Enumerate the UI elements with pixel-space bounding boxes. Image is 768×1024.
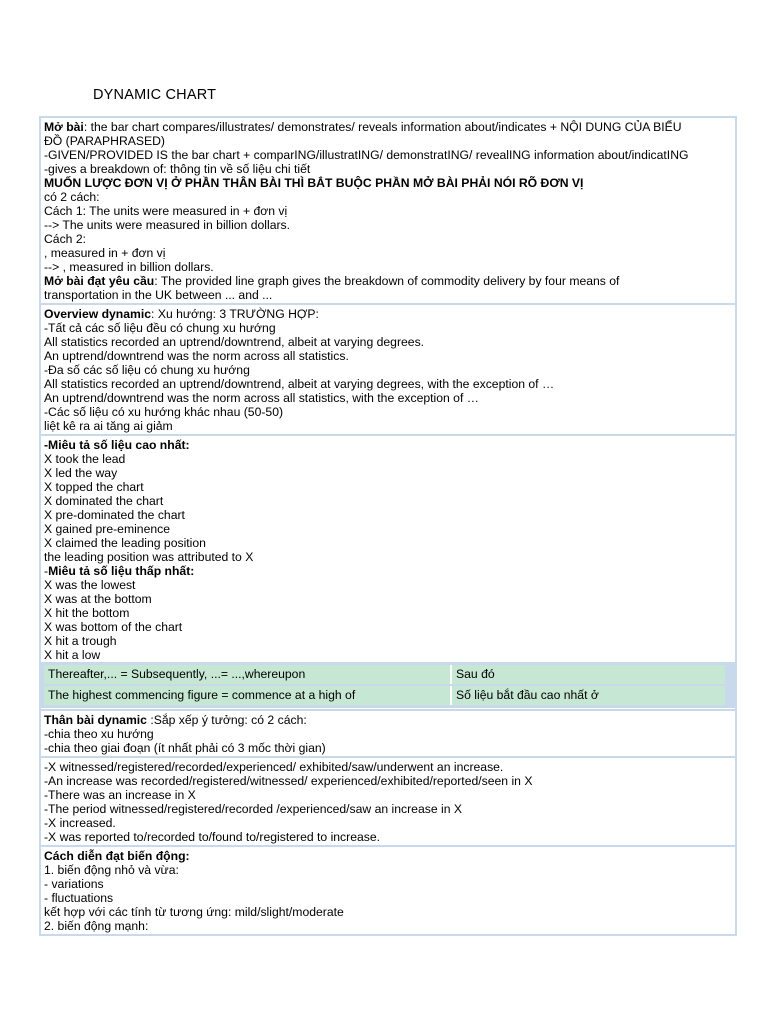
overview-line: -Tất cả các số liệu đều có chung xu hướng [44, 321, 276, 335]
intro-warning: MUỐN LƯỢC ĐƠN VỊ Ở PHẦN THÂN BÀI THÌ BẮT BUỘC PHẦN MỞ BÀI PHẢI NÓI RÕ ĐƠN VỊ [44, 176, 584, 190]
intro-line: có 2 cách: [44, 190, 100, 204]
list-item: X hit the bottom [44, 606, 130, 620]
list-item: X topped the chart [44, 480, 144, 494]
list-item: X claimed the leading position [44, 536, 206, 550]
overview-line: -Đa số các số liệu có chung xu hướng [44, 363, 250, 377]
overview-line: All statistics recorded an uptrend/downtrend, albeit at varying degrees. [44, 335, 425, 349]
increase-line: -X witnessed/registered/recorded/experienced/ exhibited/saw/underwent an increase. [44, 760, 504, 774]
phrase-vietnamese: Số liệu bắt đầu cao nhất ở [452, 686, 725, 705]
list-item: X took the lead [44, 452, 126, 466]
list-item: X pre-dominated the chart [44, 508, 185, 522]
intro-line: --> The units were measured in billion dollars. [44, 218, 291, 232]
list-item: X was bottom of the chart [44, 620, 183, 634]
phrase-english: The highest commencing figure = commence at a high of [44, 686, 452, 705]
increase-cell [41, 758, 735, 845]
intro-label: Mở bài [44, 120, 84, 134]
list-item: X gained pre-eminence [44, 522, 171, 536]
body-line: :Sắp xếp ý tưởng: có 2 cách: [146, 713, 307, 727]
list-item: X hit a trough [44, 634, 117, 648]
table-row [44, 686, 725, 705]
intro-line: : the bar chart compares/illustrates/ demonstrates/ reveals information about/indicates + NỘI DUNG CỦA BIỂU [83, 120, 682, 134]
intro-cell [41, 118, 735, 303]
phrase-table [44, 663, 725, 707]
intro-line: : The provided line graph gives the breakdown of commodity delivery by four means of [154, 274, 620, 288]
phrase-english: Thereafter,... = Subsequently, ...= ...,whereupon [44, 665, 452, 684]
intro-line: -GIVEN/PROVIDED IS the bar chart + comparING/illustratING/ demonstratING/ revealING information about/indicatING [44, 148, 689, 162]
phrase-table-wrap [41, 662, 735, 708]
variation-line: - fluctuations [44, 891, 114, 905]
overview-cell [41, 305, 735, 434]
highest-heading: -Miêu tả số liệu cao nhất: [44, 438, 190, 452]
intro-line: transportation in the UK between ... and ... [44, 288, 273, 302]
intro-line: -gives a breakdown of: thông tin về số liệu chi tiết [44, 162, 311, 176]
overview-line: An uptrend/downtrend was the norm across all statistics. [44, 349, 349, 363]
highest-lowest-cell [41, 436, 735, 709]
overview-label: Overview dynamic [44, 307, 152, 321]
increase-line: -X was reported to/recorded to/found to/registered to increase. [44, 830, 381, 844]
list-item: the leading position was attributed to X [44, 550, 254, 564]
variation-line: kết hợp với các tính từ tương ứng: mild/slight/moderate [44, 905, 344, 919]
page-title: DYNAMIC CHART [93, 87, 217, 103]
overview-line: An uptrend/downtrend was the norm across all statistics, with the exception of … [44, 391, 479, 405]
variation-line: 1. biến động nhỏ và vừa: [44, 863, 179, 877]
increase-line: -An increase was recorded/registered/witnessed/ experienced/exhibited/reported/seen in X [44, 774, 533, 788]
variation-line: - variations [44, 877, 104, 891]
intro-line: Cách 2: [44, 232, 87, 246]
overview-line: All statistics recorded an uptrend/downtrend, albeit at varying degrees, with the exception of … [44, 377, 555, 391]
variation-cell [41, 847, 735, 934]
list-item: X dominated the chart [44, 494, 164, 508]
overview-line: -Các số liệu có xu hướng khác nhau (50-50) [44, 405, 284, 419]
variation-line: 2. biến động mạnh: [44, 919, 149, 933]
intro-sample-label: Mở bài đạt yêu cầu [44, 274, 155, 288]
lowest-dash: - [44, 564, 49, 578]
body-line: -chia theo xu hướng [44, 727, 154, 741]
phrase-vietnamese: Sau đó [452, 665, 725, 684]
list-item: X led the way [44, 466, 118, 480]
content-table [39, 116, 737, 936]
body-line: -chia theo giai đoạn (ít nhất phải có 3 mốc thời gian) [44, 741, 326, 755]
intro-line: ĐỒ (PARAPHRASED) [44, 134, 165, 148]
intro-line: , measured in + đơn vị [44, 246, 166, 260]
lowest-heading: Miêu tả số liệu thấp nhất: [48, 564, 195, 578]
body-label: Thân bài dynamic [44, 713, 147, 727]
list-item: X was the lowest [44, 578, 136, 592]
increase-line: -There was an increase in X [44, 788, 196, 802]
body-cell [41, 711, 735, 756]
intro-line: --> , measured in billion dollars. [44, 260, 214, 274]
overview-line: liệt kê ra ai tăng ai giảm [44, 419, 173, 433]
overview-line: : Xu hướng: 3 TRƯỜNG HỢP: [151, 307, 319, 321]
list-item: X was at the bottom [44, 592, 152, 606]
increase-line: -X increased. [44, 816, 116, 830]
list-item: X hit a low [44, 648, 101, 662]
variation-heading: Cách diễn đạt biến động: [44, 849, 190, 863]
table-row [44, 665, 725, 684]
intro-line: Cách 1: The units were measured in + đơn vị [44, 204, 288, 218]
increase-line: -The period witnessed/registered/recorded /experienced/saw an increase in X [44, 802, 462, 816]
